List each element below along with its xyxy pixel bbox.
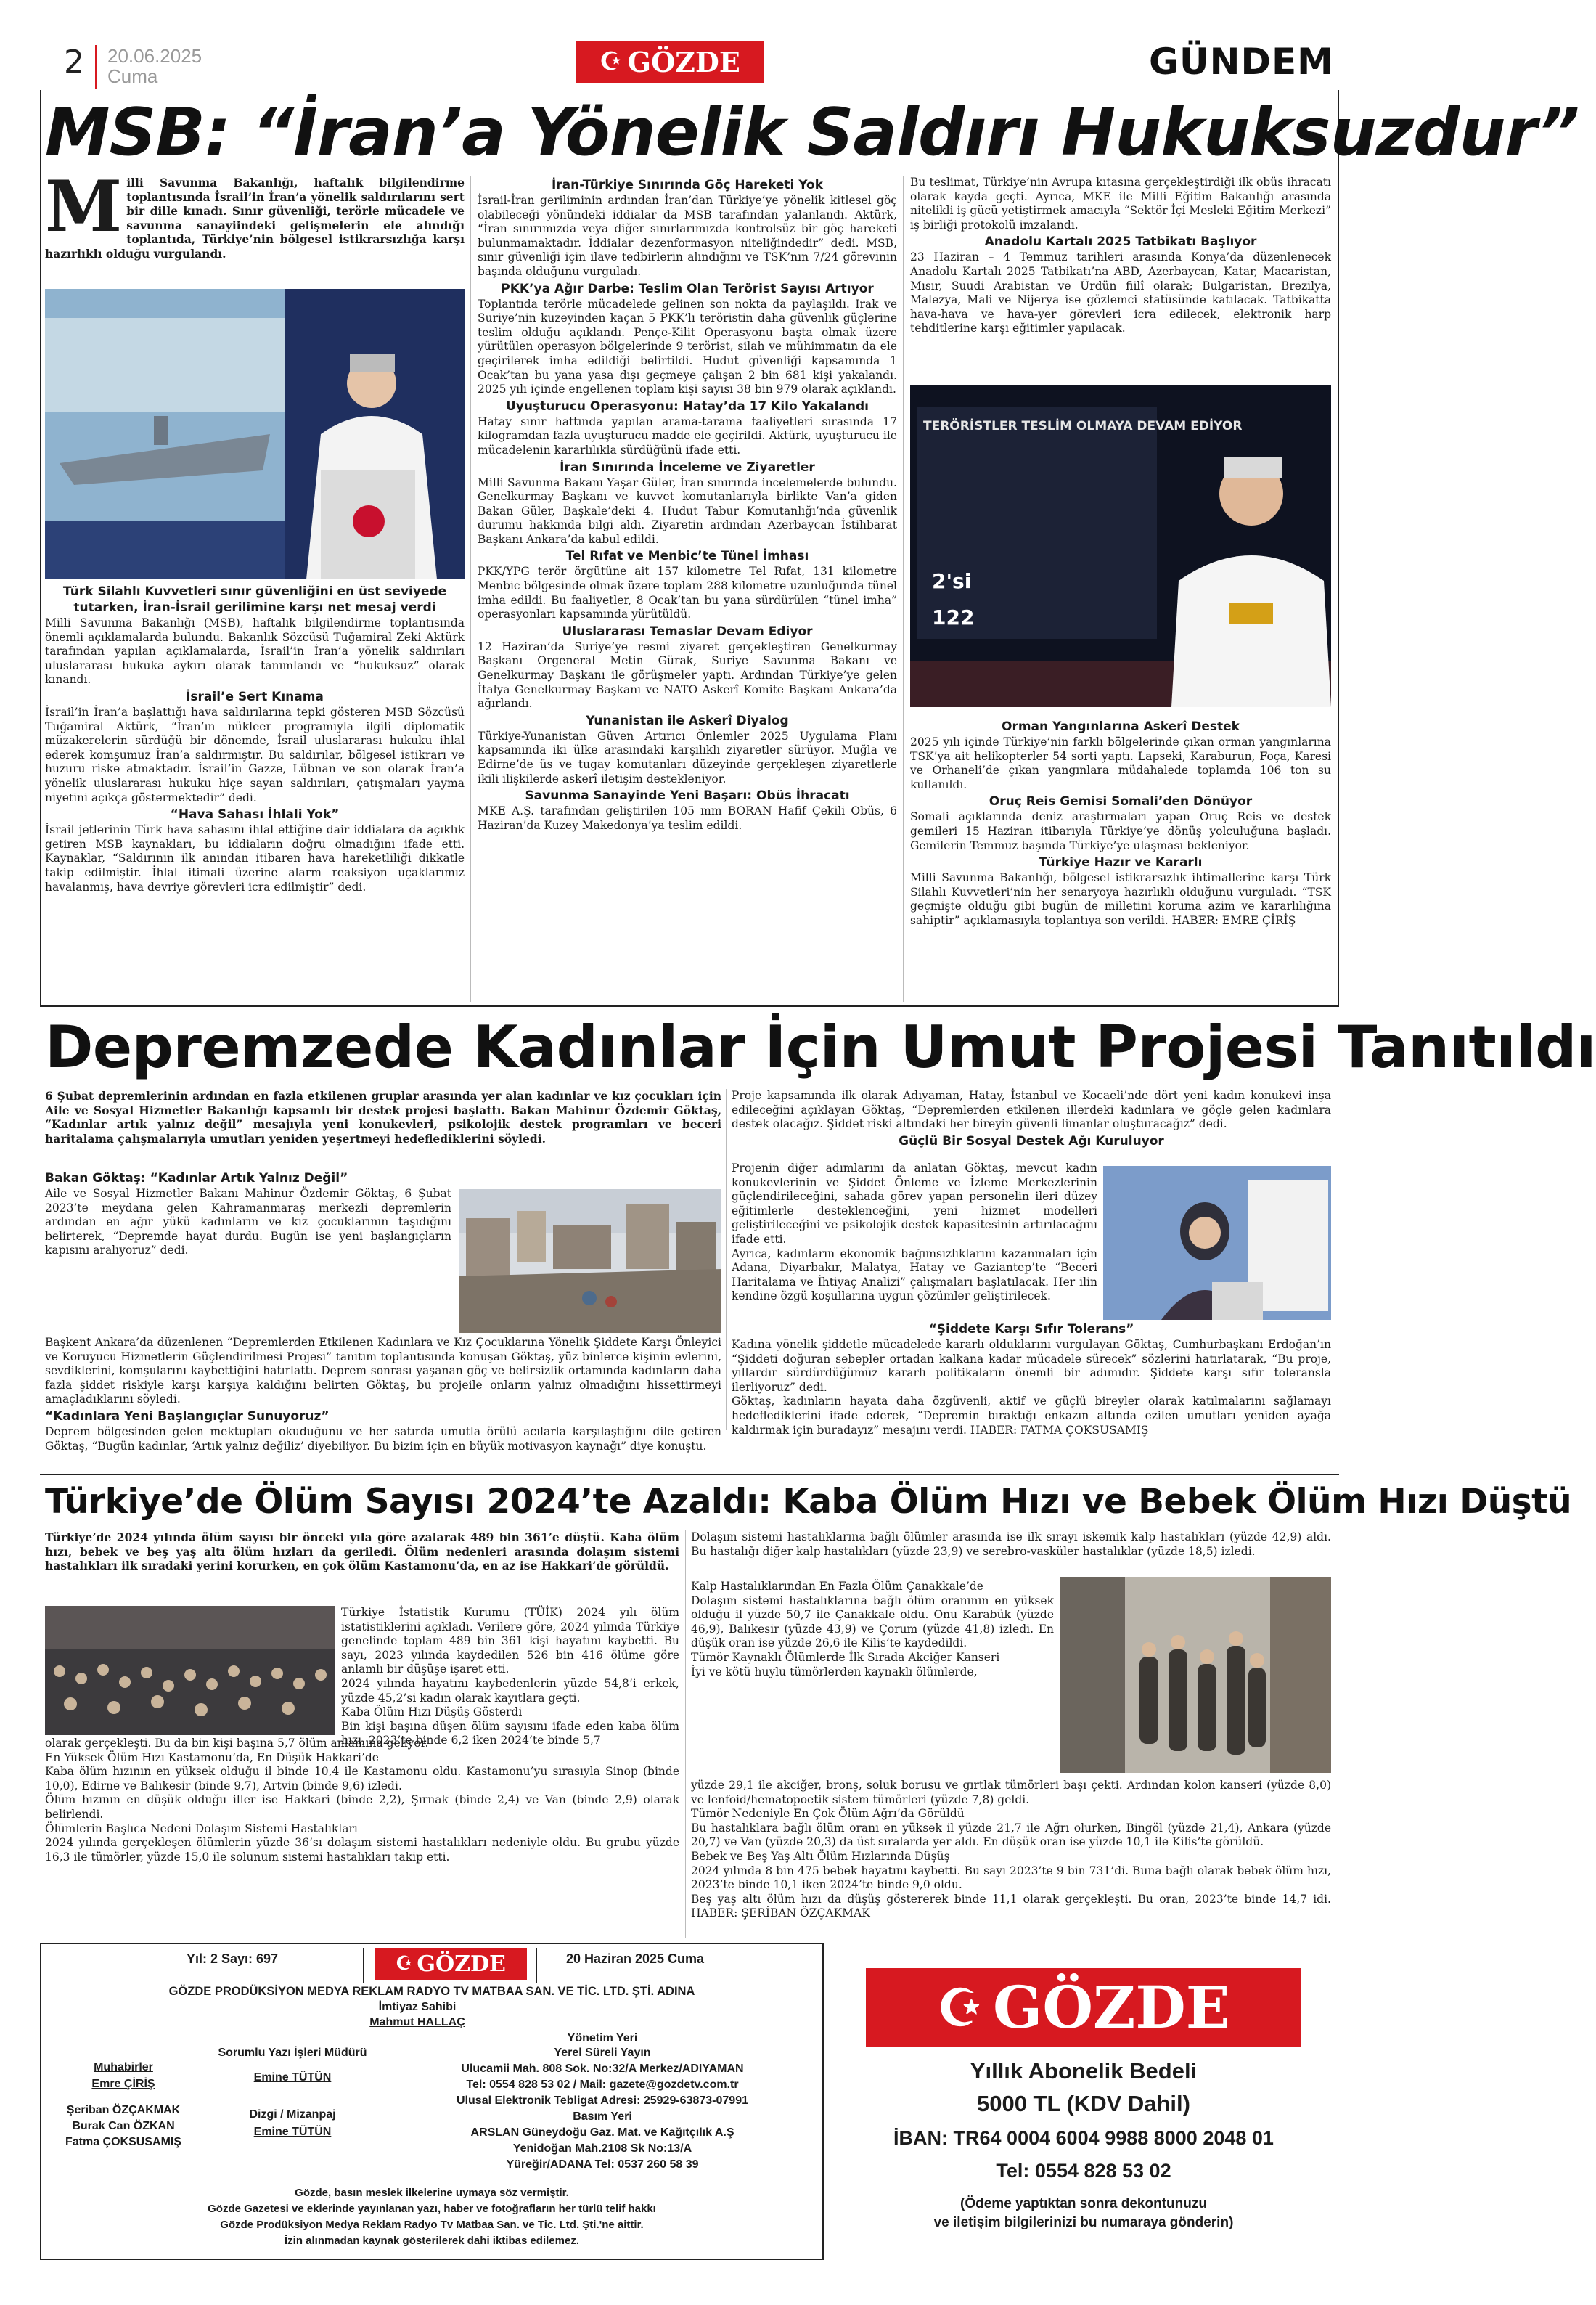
- article1-col-divider-1: [470, 176, 471, 1002]
- subheading: Uyuşturucu Operasyonu: Hatay’da 17 Kilo Yakalandı: [506, 399, 869, 414]
- minister-goktas-photo: [1103, 1166, 1331, 1320]
- paragraph: Milli Savunma Bakanlığı (MSB), haftalık bilgilendirme toplantısında önemli açıklamalarda bulundu. Bakanlık Sözcüsü Tuğamiral Zeki Aktürk tarafından yapılan açıklamalarda, İsrail’in İran’a yönelik saldırıları uluslararası hukuka aykırı olarak tanımlandı ve “hukuksuz” olarak kınandı.: [45, 616, 465, 687]
- imprint-editor-title: Sorumlu Yazı İşleri Müdürü: [218, 2047, 367, 2059]
- subheading: Oruç Reis Gemisi Somali’den Dönüyor: [989, 794, 1253, 809]
- imprint-footer-line: Gözde Gazetesi ve eklerinde yayınlanan yazı, haber ve fotoğrafların her türlü telif hakkı: [208, 2203, 656, 2215]
- screen-title: TERÖRİSTLER TESLİM OLMAYA DEVAM EDİYOR: [923, 419, 1243, 433]
- article3-col2-side: [691, 1580, 1054, 1679]
- article2-col2-mid: [732, 1162, 1097, 1304]
- article1-border-bottom: [40, 1005, 1339, 1007]
- svg-text:2'si: 2'si: [932, 569, 972, 593]
- article3-col2-side-text: Kalp Hastalıklarından En Fazla Ölüm Çanakkale’de Dolaşım sistemi hastalıklarına bağlı ölüm oranının en yüksek olduğu il yüzde 50,7 ile Çanakkale oldu. Onu Karabük (yüzde 46,9), Balıkesir (yüzde 43,9) ve Çorum (yüzde 41,8) izledi. En düşük oran ise yüzde 26,6 ile Kilis’te kaydedildi. Tümör Kaynaklı Ölümlerde İlk Sırada Akciğer Kanseri İyi ve kötü huylu tümörlerden kaynaklı ölümlerde,: [691, 1580, 1054, 1678]
- article3-col-divider: [685, 1530, 686, 1938]
- briefing-screen-photo: [910, 385, 1331, 707]
- subscription-note-2: ve iletişim bilgilerinizi bu numaraya gönderin): [933, 2215, 1234, 2230]
- imprint-logo-rule-left: [363, 1948, 364, 1983]
- article3-col1-side-text: Türkiye İstatistik Kurumu (TÜİK) 2024 yılı ölüm istatistiklerini açıkladı. Verilere göre, 2024 yılında Türkiye genelinde toplam 489 bin 361 kişi hayatını kaybetti. Bu sayı, 2023 yılında kaydedilen 526 bin 416 ölüme göre anlamlı bir düşüşe işaret etti. 2024 yılında hayatını kaybedenlerin yüzde 54,8’i erkek, yüzde 45,2’si kadın olarak kayıtlara geçti. Kaba Ölüm Hızı Düşüş Gösterdi Bin kişi başına düşen ölüm sayısını ifade eden kaba ölüm hızı, 2023’te binde 6,2 iken 2024’te binde 5,7: [341, 1606, 679, 1747]
- subscription-note-1: (Ödeme yaptıktan sonra dekontunuzu: [960, 2196, 1207, 2211]
- subheading: “Hava Sahası İhlali Yok”: [170, 807, 340, 823]
- paragraph: PKK/YPG terör örgütüne ait 157 kilometre Tel Rıfat, 131 kilometre Menbic bölgesinde olmak üzere toplam 288 kilometre uzunluğunda tünel imha edildi. Bu faaliyetler, 8 Ocak’tan bu yana sürdürülen “tünel imha” operasyonları kapsamında yürütüldü.: [478, 565, 897, 621]
- subheading: İran Sınırında İnceleme ve Ziyaretler: [560, 460, 815, 475]
- imprint-footer-line: Gözde Prodüksiyon Medya Reklam Radyo Tv Matbaa San. ve Tic. Ltd. Şti.'ne aittir.: [220, 2219, 644, 2231]
- paragraph: Ayrıca, kadınların ekonomik bağımsızlıklarını kazanmaları için Adana, Diyarbakır, Malatya, Hatay ve Gaziantep’te “Beceri Haritalama ve İhtiyaç Analizi” çalışmaları başlatılacak. Her ilin kendine özgü koşullarına uygun çözümler geliştirilecek.: [732, 1247, 1097, 1303]
- imprint-owner: Mahmut HALLAÇ: [369, 2016, 465, 2028]
- paragraph: Bu teslimat, Türkiye’nin Avrupa kıtasına gerçekleştirdiği ilk obüs ihracatı olarak kayda geçti. Ayrıca, MKE ile Milli Eğitim Bakanlığı arasında nitelikli iş gücü yetiştirmek amacıyla “Sektör İçi Mesleki Eğitim Merkezi” iş birliği protokolü imzalandı.: [910, 176, 1331, 232]
- imprint-left-border: [40, 1943, 41, 2260]
- subheading: Orman Yangınlarına Askerî Destek: [1002, 719, 1240, 734]
- imprint-issue-date: 20 Haziran 2025 Cuma: [565, 1951, 705, 1966]
- article2-col2-top: [732, 1089, 1331, 1150]
- article3-col2-top-text: Dolaşım sistemi hastalıklarına bağlı ölümler arasında ise ilk sırayı iskemik kalp hastalıkları (yüzde 42,9) aldı. Bu hastalığı diğer kalp hastalıkları (yüzde 23,9) ve serebro-vasküler hastalıklar (yüzde 18,5) izledi.: [691, 1530, 1331, 1558]
- paragraph: Milli Savunma Bakanı Yaşar Güler, İran sınırında incelemelerde bulundu. Genelkurmay Başkanı ve kuvvet komutanlarıyla birlikte Van’a giden Bakan Güler, Başkale’deki 4. Hudut Tabur Komutanlığı’nda güvenlik durumu hakkında bilgi aldı. Ziyaretin ardından Azerbaycan İstihbarat Başkanı Ankara’da kabul edildi.: [478, 476, 897, 546]
- paragraph: Göktaş, kadınların hayata daha özgüvenli, aktif ve güçlü bireyler olarak katılmalarını sağlamayı hedeflediklerini ifade ederek, “Depremin bıraktığı enkazın altında ezilen umutları yeniden ayağa kaldırmak için buradayız” mesajını verdi. HABER: FATMA ÇOKSUSAMIŞ: [732, 1395, 1331, 1437]
- admiral-podium-photo: [45, 289, 465, 579]
- article3-lead: Türkiye’de 2024 yılında ölüm sayısı bir önceki yıla göre azalarak 489 bin 361’e düştü. Kaba ölüm hızı, bebek ve beş yaş altı ölüm hızları da geriledi. Ölüm nedenleri arasında dolaşım sistemi hastalıkları ilk sıradaki yerini korurken, en çok ölüm Kastamonu’da, en az ise Hakkari’de görüldü.: [45, 1530, 679, 1573]
- subheading: İsrail’e Sert Kınama: [186, 689, 324, 704]
- imprint-company: GÖZDE PRODÜKSİYON MEDYA REKLAM RADYO TV MATBAA SAN. VE TİC. LTD. ŞTİ. ADINA: [168, 1985, 695, 1998]
- imprint-contact: Tel: 0554 828 53 02 / Mail: gazete@gozdetv.com.tr: [466, 2078, 739, 2091]
- imprint-layout: Emine TÜTÜN: [253, 2126, 332, 2138]
- reporter-name: Burak Can ÖZKAN: [72, 2120, 175, 2132]
- reporter-name: Şeriban ÖZÇAKMAK: [66, 2104, 181, 2116]
- imprint-issue: Yıl: 2 Sayı: 697: [186, 1951, 279, 1966]
- imprint-footer-line: Gözde, basın meslek ilkelerine uymaya söz vermiştir.: [295, 2187, 569, 2199]
- page-number-divider: [95, 45, 97, 89]
- imprint-print-title: Basım Yeri: [573, 2110, 632, 2123]
- subscription-price: 5000 TL (KDV Dahil): [976, 2091, 1190, 2116]
- article3-col2-top: [691, 1530, 1331, 1559]
- article1-col1: [45, 166, 465, 261]
- subheading: Tel Rıfat ve Menbic’te Tünel İmhası: [565, 549, 809, 564]
- crescent-star-icon: ☪: [937, 1977, 983, 2038]
- paragraph: 2025 yılı içinde Türkiye’nin farklı bölgelerinde çıkan orman yangınlarına TSK’ya ait helikopterler 54 sorti yaptı. Lapseki, Karaburun, Foça, Karesi ve Orhaneli’de çıkan yangınlara müdahalede toplamda 106 ton su kullanıldı.: [910, 735, 1331, 791]
- article3-col1-side: [341, 1606, 679, 1748]
- imprint-layout-title: Dizgi / Mizanpaj: [249, 2108, 336, 2121]
- subheading: Türkiye Hazır ve Kararlı: [1039, 855, 1203, 870]
- imprint-editor: Emine TÜTÜN: [253, 2071, 332, 2084]
- subheading: Anadolu Kartalı 2025 Tatbikatı Başlıyor: [984, 234, 1257, 250]
- page-number: 2: [64, 44, 84, 81]
- imprint-footer: [45, 2185, 819, 2249]
- article1-col1-blocks: [45, 584, 465, 894]
- paragraph: Toplantıda terörle mücadelede gelinen son nokta da paylaşıldı. Irak ve Suriye’nin kuzeyinden kaçan 5 PKK’lı teröristin daha güvenlik güçlerine teslim olduğu açıklandı. Pençe-Kilit Operasyonu başta olmak üzere yürütülen operasyon bölgelerinde 9 terörist, silah ve mühimmatın da ele geçirilerek imha edildiği belirtildi. Hudut güvenliği kapsamında 1 Ocak’tan bu yana yasa dışı geçmeye çalışan 2 bin 681 kişi yakalandı. 2025 yılı içinde engellenen toplam kişi sayısı 38 bin 979 olarak açıklandı.: [478, 297, 897, 396]
- crescent-star-icon: ☪: [396, 1953, 413, 1975]
- page-header: [0, 0, 1379, 91]
- header-logo[interactable]: [576, 41, 764, 83]
- paragraph: 23 Haziran – 4 Temmuz tarihleri arasında Konya’da düzenlenecek Anadolu Kartalı 2025 Tatbikatı’na ABD, Azerbaycan, Katar, Macaristan, Mısır, Suudi Arabistan ve Ürdün fiilî olarak; Bulgaristan, Brezilya, Malezya, Mali ve Nijerya ise gözlemci statüsünde katılacak. Tatbikatta hava-hava ve hava-yer görevleri icra edilecek, elektronik harp tehditlerine karşı eğitimler yapılacak.: [910, 250, 1331, 335]
- imprint-logo: ☪ GÖZDE: [375, 1948, 527, 1980]
- article2-col1: [45, 1089, 721, 1146]
- street-crowd-photo: [1060, 1577, 1331, 1773]
- article3-col1: [45, 1530, 679, 1573]
- imprint-right-border: [822, 1943, 824, 2259]
- article2-col1-rest: [45, 1336, 721, 1453]
- subheading: “Şiddete Karşı Sıfır Tolerans”: [928, 1322, 1134, 1337]
- article1-border-left: [40, 90, 41, 1006]
- subheading: PKK’ya Ağır Darbe: Teslim Olan Terörist Sayısı Artıyor: [501, 281, 874, 296]
- paragraph: MKE A.Ş. tarafından geliştirilen 105 mm BORAN Hafif Çekili Obüs, 6 Haziran’da Kuzey Makedonya’ya teslim edildi.: [478, 804, 897, 832]
- article1-col3-bottom: [910, 717, 1331, 929]
- imprint-mgmt-title: Yönetim Yeri: [567, 2032, 638, 2044]
- article3-col1-full-text: olarak gerçekleşti. Bu da bin kişi başına 5,7 ölüm anlamına geliyor. En Yüksek Ölüm Hızı Kastamonu’da, En Düşük Hakkari’de Kaba ölüm hızının en yüksek olduğu il binde 10,4 ile Kastamonu oldu. Kastamonu’yu sırasıyla Sinop (binde 10,0), Edirne ve Balıkesir (binde 9,7), Artvin (binde 9,6) izledi. Ölüm hızının en düşük olduğu iller ise Hakkari (binde 2,2), Şırnak (binde 2,4) ve Van (binde 2,9) olarak belirlendi. Ölümlerin Başlıca Nedeni Dolaşım Sistemi Hastalıkları 2024 yılında gerçekleşen ölümlerin yüzde 36’sı dolaşım sistemi hastalıkları nedeniyle oldu. Bu grubu yüzde 16,3 ile tümörler, yüzde 15,0 ile solunum sistemi hastalıkları takip etti.: [45, 1737, 679, 1864]
- article1-col1-body: [45, 582, 465, 894]
- article1-border-right: [1338, 90, 1339, 1006]
- imprint-print-city: Yüreğir/ADANA Tel: 0537 260 58 39: [506, 2158, 699, 2171]
- subscription-box: [833, 1943, 1334, 2255]
- subscription-phone[interactable]: Tel: 0554 828 53 02: [996, 2160, 1171, 2182]
- paragraph: Milli Savunma Bakanlığı, bölgesel istikrarsızlık ihtimallerine karşı Türk Silahlı Kuvvetleri’nin her senaryoya hazırlıklı olduğunu vurguladı. “TSK geçmişte olduğu gibi bugün de milletini koruma azim ve kararlılığına sahiptir” açıklamasıyla toplantıya son verildi. HABER: EMRE ÇİRİŞ: [910, 871, 1331, 927]
- dropcap: M: [45, 166, 123, 248]
- imprint-footer-line: İzin alınmadan kaynak gösterilerek dahi iktibas edilemez.: [285, 2235, 579, 2247]
- paragraph: Somali açıklarında deniz araştırmaları yapan Oruç Reis ve destek gemileri 15 Haziran itibarıyla Türkiye’ye dönüş yolculuğuna başladı. Gemilerin Temmuz başında Türkiye’ye ulaşması bekleniyor.: [910, 810, 1331, 852]
- subheading: Yunanistan ile Askerî Diyalog: [586, 713, 789, 728]
- subheading: Uluslararası Temaslar Devam Ediyor: [562, 624, 813, 639]
- article2-col2-bottom: [732, 1320, 1331, 1437]
- paragraph: İsrail jetlerinin Türk hava sahasını ihlal ettiğine dair iddialara da açıklık getiren MSB kaynakları, bu iddiaların doğru olmadığını ifade etti. Kaynaklar, “Saldırının ilk anından itibaren hava hareketliliği dikkatle takip edilmiştir. İhlal itimali üzerine alarm reaksiyon uçaklarımız havalanmış, hava devriye görevleri icra edilmiştir” dedi.: [45, 823, 465, 894]
- article1-lead: illi Savunma Bakanlığı, haftalık bilgilendirme toplantısında İsrail’in İran’a yönelik saldırılarını sert bir dille kınadı. Sınır güvenliği, terörle mücadele ve savunma sanayiindeki gelişmelerin ele alındığı toplantıda, Türkiye’nin bölgesel istikrarsızlığa karşı hazırlıklı olduğu vurgulandı.: [45, 176, 465, 261]
- imprint-bottom-border: [40, 2259, 824, 2260]
- subheading: Bakan Göktaş: “Kadınlar Artık Yalnız Değil”: [45, 1171, 348, 1186]
- imprint-print-addr: Yenidoğan Mah.2108 Sk No:13/A: [512, 2142, 692, 2155]
- subheading: Türk Silahlı Kuvvetleri sınır güvenliğini en üst seviyede tutarken, İran-İsrail gerilimine karşı net mesaj verdi: [62, 584, 447, 615]
- section-title: GÜNDEM: [1149, 41, 1334, 83]
- article1-col3-top: [910, 176, 1331, 336]
- imprint-address: Ulucamii Mah. 808 Sok. No:32/A Merkez/ADIYAMAN: [461, 2063, 744, 2075]
- reporter-name: Fatma ÇOKSUSAMIŞ: [65, 2136, 182, 2148]
- paragraph: İsrail-İran geriliminin ardından İran’dan Türkiye’ye yönelik kitlesel göç olabileceği yönündeki iddialar da MSB tarafından yalanlandı. Aktürk, “İran sınırımızda veya diğer sınırlarımızda kontrolsüz bir göç hareketi bulunmamaktadır. İddialar dezenformasyon niteliğindedir” dedi. MSB, sınır güvenliği için ilave tedbirlerin alındığını ve TSK’nın 7/24 görevinin başında olduğunu vurguladı.: [478, 194, 897, 278]
- imprint-top-border: [40, 1943, 822, 1944]
- imprint-kep: Ulusal Elektronik Tebligat Adresi: 25929-63873-07991: [457, 2094, 748, 2107]
- reporter-name: Emre ÇİRİŞ: [91, 2078, 155, 2090]
- subscription-iban[interactable]: İBAN: TR64 0004 6004 9988 8000 2048 01: [893, 2127, 1274, 2149]
- issue-date: 20.06.2025: [107, 45, 202, 67]
- article1-col-divider-2: [903, 176, 904, 1002]
- imprint-mgmt-sub: Yerel Süreli Yayın: [554, 2047, 651, 2059]
- article2-col-divider: [726, 1089, 727, 1430]
- article2-col1-body: [45, 1169, 451, 1258]
- logo-text: GÖZDE: [627, 45, 740, 78]
- subscription-logo[interactable]: ☪ GÖZDE: [866, 1968, 1301, 2047]
- paragraph: İsrail’in İran’a başlattığı hava saldırılarına tepki gösteren MSB Sözcüsü Tuğamiral Aktürk, “İran’ın nükleer programıyla ilgili diplomatik müzakerelerin sürdüğü bir dönemde, İsrail uluslararası hukuku ihlal ederek komşumuz İran’a saldırmıştır. Bu saldırılar, bölgesel istikrarı ve huzuru riske atmaktadır. İsrail’in Gazze, Lübnan ve son olarak İran’a yönelik uluslararası hukuku hiçe sayan saldırıları, çatışmaları yayma niyetini açıkça göstermektedir” dedi.: [45, 705, 465, 804]
- imprint-owner-title: İmtiyaz Sahibi: [378, 2001, 457, 2013]
- crescent-star-icon: ☪: [599, 47, 622, 76]
- svg-text:122: 122: [932, 605, 975, 629]
- earthquake-ruins-photo: [459, 1189, 721, 1333]
- paragraph: Deprem bölgesinden gelen mektupları okuduğunu ve her satırda umutla örülü acılarla karşılaştığını dile getiren Göktaş, “Bugün kadınlar, ‘Artık yalnız değiliz’ diyebiliyor. Bu bizim için en büyük motivasyon kaynağı” diye konuştu.: [45, 1424, 721, 1453]
- imprint-print-name: ARSLAN Güneydoğu Gaz. Mat. ve Kağıtçılık A.Ş: [470, 2126, 734, 2139]
- article1-headline: MSB: “İran’a Yönelik Saldırı Hukuksuzdur”: [45, 94, 1579, 171]
- subscription-title: Yıllık Abonelik Bedeli: [970, 2058, 1198, 2084]
- paragraph: Projenin diğer adımlarını da anlatan Göktaş, mevcut kadın konukevlerinin ve Şiddet Önleme ve İzleme Merkezlerinin güçlendirileceğini, sahada görev yapan personelin ileri düzey eğitimlerle desteklenceğini, yeni hizmet modelleri geliştirileceğini ve psikolojik destek kapasitesinin artırılacağını ifade etti.: [732, 1162, 1097, 1246]
- article3-headline: Türkiye’de Ölüm Sayısı 2024’te Azaldı: Kaba Ölüm Hızı ve Bebek Ölüm Hızı Düştü: [45, 1482, 1572, 1522]
- paragraph: Başkent Ankara’da düzenlenen “Depremlerden Etkilenen Kadınlara ve Kız Çocuklarına Yönelik Şiddete Karşı Önleyici ve Koruyucu Hizmetlerin Güçlendirilmesi Projesi” tanıtım toplantısında konuşan Göktaş, yüz binlerce kişinin evlerini, sevdiklerini, komşularını kaybettiğini hatırlattı. Deprem sonrası yaşanan göç ve belirsizlik ortamında kadınların daha fazla şiddet riskiyle karşı karşıya kaldığını belirten Göktaş, bu projeile onların yalnız olmadığını hissettirmeyi amaçladıklarını söyledi.: [45, 1336, 721, 1406]
- crowd-photo: [45, 1606, 335, 1735]
- article2-lead: 6 Şubat depremlerinin ardından en fazla etkilenen gruplar arasında yer alan kadınlar ve kız çocukları için Aile ve Sosyal Hizmetler Bakanlığı kapsamlı bir destek projesi başlattı. Bakan Mahinur Özdemir Göktaş, “Kadınlar artık yalnız değil” mesajıyla yeni konukevleri, psikolojik destek programları ve beceri haritalama çalışmalarıyla umutları yeniden yeşertmeyi hedeflediklerini söyledi.: [45, 1089, 721, 1146]
- subheading: Savunma Sanayinde Yeni Başarı: Obüs İhracatı: [525, 788, 850, 804]
- imprint-reporters: [51, 2076, 196, 2150]
- paragraph: Proje kapsamında ilk olarak Adıyaman, Hatay, İstanbul ve Kocaeli’nde dört yeni kadın konukevi inşa edileceğini açıklayan Göktaş, “Depremlerden etkilenen illerdeki kadınlara ve göçle gelen kadınlara destek olacağız. Şiddet riski altındaki her bireyin güvenli limanlar oluşturacağız” dedi.: [732, 1089, 1331, 1131]
- imprint-reporters-title: Muhabirler: [94, 2061, 153, 2073]
- subheading: Güçlü Bir Sosyal Destek Ağı Kuruluyor: [899, 1133, 1164, 1149]
- article2-border-bottom: [40, 1474, 1339, 1475]
- article1-col2: [478, 176, 897, 833]
- paragraph: Kadına yönelik şiddetle mücadelede kararlı olduklarını vurgulayan Göktaş, Cumhurbaşkanı Erdoğan’ın “Şiddeti doğuran sebepler ortadan kalkana kadar mücadele sürecek” sözlerini hatırlatarak, “Bu proje, yıllardır sürdürdüğümüz kararlı politikaların önemli bir adımıdır. Şiddete karşı sıfır toleransla ilerliyoruz” dedi.: [732, 1338, 1331, 1394]
- article2-headline: Depremzede Kadınlar İçin Umut Projesi Tanıtıldı: [45, 1013, 1596, 1081]
- paragraph: Türkiye-Yunanistan Güven Artırıcı Önlemler 2025 Uygulama Planı kapsamında iki ülke arasındaki karşılıklı ziyaretler sürüyor. Muğla ve Edirne’de üs ve tugay komutanları düzeyinde gerçekleşen ziyaretlerle ikili ilişkilerde askerî iletişim destekleniyor.: [478, 729, 897, 786]
- subheading: İran-Türkiye Sınırında Göç Hareketi Yok: [551, 178, 824, 192]
- paragraph: Hatay sınır hattında yapılan arama-tarama faaliyetleri sırasında 17 kilogramdan fazla uyuşturucu madde ele geçirildi. Aktürk, uyuşturucu ile mücadelenin kararlılıkla sürdüğünü ifade etti.: [478, 415, 897, 457]
- article3-col2-full: [691, 1779, 1331, 1921]
- article3-col1-full: [45, 1737, 679, 1864]
- subheading: “Kadınlara Yeni Başlangıçlar Sunuyoruz”: [45, 1408, 330, 1424]
- issue-day: Cuma: [107, 65, 158, 87]
- paragraph: 12 Haziran’da Suriye’ye resmi ziyaret gerçekleştiren Genelkurmay Başkanı Orgeneral Metin Gürak, Suriye Savunma Bakanı ve Genelkurmay Başkanı ile görüşmeler yaptı. Ardından Türkiye’ye gelen İtalya Genelkurmay Başkanı ve NATO Askerî Komite Başkanı Ankara’da ağırlandı.: [478, 640, 897, 711]
- article3-col2-full-text: yüzde 29,1 ile akciğer, bronş, soluk borusu ve gırtlak tümörleri başı çekti. Ardından kolon kanseri (yüzde 8,0) ve lenfoid/hematopoetik sistem tümörleri (yüzde 7,8) geldi. Tümör Nedeniyle En Çok Ölüm Ağrı’da Görüldü Bu hastalıklara bağlı ölüm oranı en yüksek il yüzde 21,7 ile Ağrı olurken, Bingöl (yüzde 21,4), Ankara (yüzde 20,7) ve Van (yüzde 20,3) da üst sıralarda yer aldı. En düşük oran ise yüzde 10,1 ile Kilis’te görüldü. Bebek ve Beş Yaş Altı Ölüm Hızlarında Düşüş 2024 yılında 8 bin 475 bebek hayatını kaybetti. Bu sayı 2023’te 9 bin 731’di. Buna bağlı olarak bebek ölüm hızı, 2023’te binde 10,1 iken 2024’te binde 9,0 oldu. Beş yaş altı ölüm hızı da düşüş göstererek binde 11,1 olarak gerçekleşti. Bu oran, 2023’te binde 14,7 idi. HABER: ŞERİBAN ÖZÇAKMAK: [691, 1779, 1331, 1920]
- paragraph: Aile ve Sosyal Hizmetler Bakanı Mahinur Özdemir Göktaş, 6 Şubat 2023’te meydana gelen Kahramanmaraş merkezli depremlerin ardından en ağır yükü kadınların ve kız çocuklarının taşıdığını belirterek, “Depremde hayat durdu. Bugün ise yeni başlangıçların kapısını aralıyoruz” dedi.: [45, 1187, 451, 1257]
